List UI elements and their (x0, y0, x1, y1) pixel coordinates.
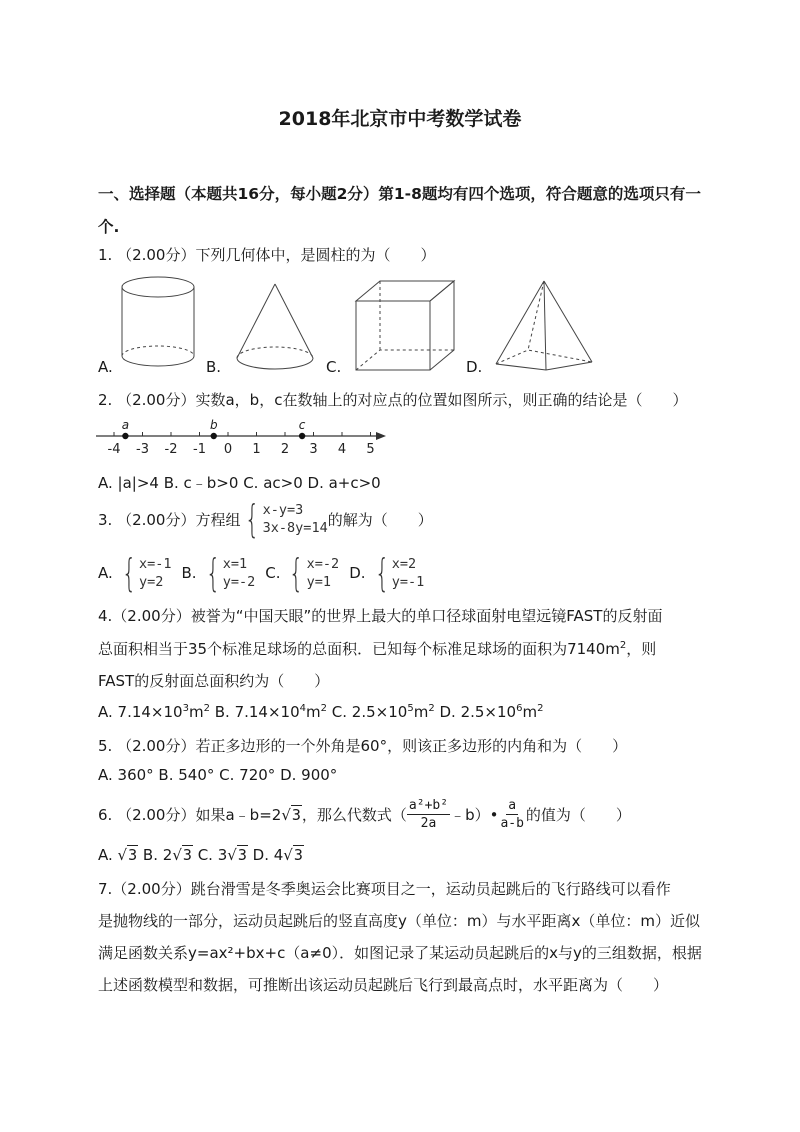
q4-option-c-unit: m (413, 703, 429, 721)
q6-option-d-label: D. (252, 846, 269, 864)
q6-option-b: B. 2√3 (142, 846, 192, 864)
q6-stem-post: 的值为（ ） (525, 806, 631, 824)
q4-option-a (98, 703, 210, 721)
q6-option-a: A. √3 (98, 846, 138, 864)
q6-stem-mid2: ﹣b）• (450, 806, 499, 824)
q3-option-a-label: A. (98, 564, 113, 582)
q4-option-d-text: D. 2.5×10 (439, 703, 517, 721)
q4-option-b-unit: m (306, 703, 321, 721)
q6-fraction-2-numerator: a (508, 798, 517, 813)
q4-option-b-exp: 4 (299, 703, 307, 714)
number-line-tick-label: 0 (223, 442, 233, 457)
number-line-tick-label: -1 (193, 442, 206, 457)
q4-option-b-unit-exp: 2 (320, 703, 328, 714)
number-line-tick-label: 1 (252, 442, 261, 457)
q6-option-b-root: 3 (182, 846, 192, 864)
q3-option-c: { x=-2 y=1 (289, 551, 340, 595)
number-line-tick-label: -3 (136, 442, 149, 457)
q6-option-a-label: A. (98, 846, 113, 864)
q4-line2-text: 总面积相当于35个标准足球场的总面积．已知每个标准足球场的面积为7140m (98, 640, 620, 658)
q3-option-b-y: y=-2 (222, 574, 256, 590)
q6-options (98, 846, 304, 864)
q1-option-c-label: C. (326, 358, 342, 376)
q4-option-b (215, 703, 327, 721)
q4-line2-post: ，则 (626, 640, 657, 658)
section-header-line2: 个. (98, 218, 120, 236)
q6-sqrt-value: 3 (291, 805, 301, 824)
q6-option-b-label: B. (142, 846, 158, 864)
q3-stem-row (98, 497, 433, 541)
q3-option-a: { x=-1 y=2 (121, 551, 172, 595)
q3-option-c-y: y=1 (306, 574, 332, 590)
q3-system: { x-y=3 3x-8y=14 (245, 497, 328, 541)
q4-line1: 4.（2.00分）被誉为“中国天眼”的世界上最大的单口径球面射电望远镜FAST的反射面 (98, 607, 663, 625)
page-title: 2018年北京市中考数学试卷 (278, 108, 522, 130)
q3-option-c-label: C. (265, 564, 281, 582)
number-line-tick-label: -2 (164, 442, 178, 457)
q6-fraction-2-denominator: a-b (500, 816, 524, 831)
number-line-point-a (122, 433, 128, 439)
q4-option-a-text: A. 7.14×10 (98, 703, 183, 721)
q3-option-a-y: y=2 (138, 574, 164, 590)
q3-option-d: { x=2 y=-1 (374, 551, 425, 595)
q3-option-d-x: x=2 (391, 556, 417, 572)
q3-options-row (98, 551, 425, 595)
q4-option-d-unit-exp: 2 (537, 703, 544, 714)
q1-option-d-label: D. (466, 358, 483, 376)
number-line-point-b (211, 433, 217, 439)
number-line-tick-label: 5 (366, 442, 375, 457)
q3-option-b: { x=1 y=-2 (205, 551, 256, 595)
number-line-tick-label: -4 (107, 442, 121, 457)
q6-option-d: D. 4√3 (252, 846, 303, 864)
q4-option-b-text: B. 7.14×10 (214, 703, 300, 721)
q3-option-d-y: y=-1 (391, 574, 425, 590)
q4-options (98, 703, 543, 721)
number-line-arrow (376, 432, 386, 440)
q6-option-d-coef: 4 (273, 846, 284, 864)
number-line-point-c (299, 433, 305, 439)
q6-option-c-root: 3 (237, 846, 247, 864)
q3-option-b-label: B. (181, 564, 197, 582)
q4-option-a-unit: m (188, 703, 204, 721)
q7-line1: 7.（2.00分）跳台滑雪是冬季奥运会比赛项目之一，运动员起跳后的飞行路线可以看作 (98, 880, 671, 898)
pyramid-figure (496, 281, 592, 370)
q6-option-a-root: 3 (128, 846, 138, 864)
q7-line2: 是抛物线的一部分，运动员起跳后的竖直高度y（单位：m）与水平距离x（单位：m）近似 (98, 912, 700, 930)
q3-system-eq1: x-y=3 (262, 502, 304, 518)
q5-options: A. 360° B. 540° C. 720° D. 900° (98, 766, 338, 784)
q1-option-a-label: A. (98, 358, 113, 376)
q4-option-c (332, 703, 435, 721)
number-line-point-label-b: b (209, 418, 218, 432)
section-header-line1: 一、选择题（本题共16分，每小题2分）第1-8题均有四个选项，符合题意的选项只有一 (98, 185, 701, 203)
q3-option-b-x: x=1 (222, 556, 248, 572)
q4-option-d-exp: 6 (516, 703, 523, 714)
q6-option-d-root: 3 (293, 846, 303, 864)
number-line-tick-label: 2 (280, 442, 290, 457)
q6-option-c-coef: 3 (217, 846, 228, 864)
q3-stem-post: 的解为（ ） (327, 510, 433, 529)
q6-sqrt: √3 (281, 805, 301, 824)
q1-option-b-label: B. (206, 358, 222, 376)
q1-stem: 1. （2.00分）下列几何体中，是圆柱的为（ ） (98, 246, 436, 264)
q4-option-a-exp: 3 (182, 703, 189, 714)
q4-option-d-unit: m (522, 703, 538, 721)
q5-stem: 5. （2.00分）若正多边形的一个外角是60°，则该正多边形的内角和为（ ） (98, 737, 628, 755)
q6-fraction-1-numerator: a²+b² (408, 798, 449, 813)
q2-options: A. |a|>4 B. c﹣b>0 C. ac>0 D. a+c>0 (98, 474, 381, 492)
q4-line2 (98, 638, 656, 659)
q6-option-b-coef: 2 (162, 846, 173, 864)
q6-stem-pre: 6. （2.00分）如果a﹣b=2 (98, 806, 282, 824)
cube-figure (356, 281, 454, 370)
q3-system-eq2: 3x-8y=14 (262, 520, 328, 536)
q1-figures (98, 276, 598, 376)
q7-line4: 上述函数模型和数据，可推断出该运动员起跳后飞行到最高点时，水平距离为（ ） (98, 976, 669, 994)
cone-figure (237, 284, 313, 369)
q6-stem-mid: ，那么代数式（ (301, 806, 407, 824)
q4-option-d (439, 703, 543, 721)
q6-option-c: C. 3√3 (197, 846, 247, 864)
q4-option-c-text: C. 2.5×10 (331, 703, 408, 721)
q4-option-c-unit-exp: 2 (428, 703, 435, 714)
q4-line3: FAST的反射面总面积约为（ ） (98, 672, 330, 690)
q7-line3: 满足函数关系y=ax²+bx+c（a≠0）．如图记录了某运动员起跳后的x与y的三组数据，根据 (98, 944, 702, 962)
number-line (92, 412, 392, 460)
q4-option-a-unit-exp: 2 (203, 703, 210, 714)
q3-option-a-x: x=-1 (138, 556, 172, 572)
cylinder-figure (122, 277, 194, 366)
number-line-tick-label: 3 (309, 442, 318, 457)
q2-stem: 2. （2.00分）实数a，b，c在数轴上的对应点的位置如图所示，则正确的结论是（ ） (98, 391, 688, 409)
q3-stem-pre: 3. （2.00分）方程组 (98, 510, 241, 529)
number-line-point-label-a: a (121, 418, 130, 432)
q6-option-c-label: C. (197, 846, 213, 864)
q6-fraction-1-denominator: 2a (420, 816, 437, 831)
number-line-point-label-c: c (298, 418, 306, 432)
q6-fraction-2 (498, 797, 525, 832)
q4-option-c-exp: 5 (407, 703, 414, 714)
q4-line2-sup: 2 (619, 640, 627, 651)
number-line-tick-label: 4 (337, 442, 347, 457)
q6-stem-row (98, 797, 631, 832)
q3-option-c-x: x=-2 (306, 556, 340, 572)
q3-option-d-label: D. (349, 564, 366, 582)
q6-fraction-1 (407, 797, 450, 832)
